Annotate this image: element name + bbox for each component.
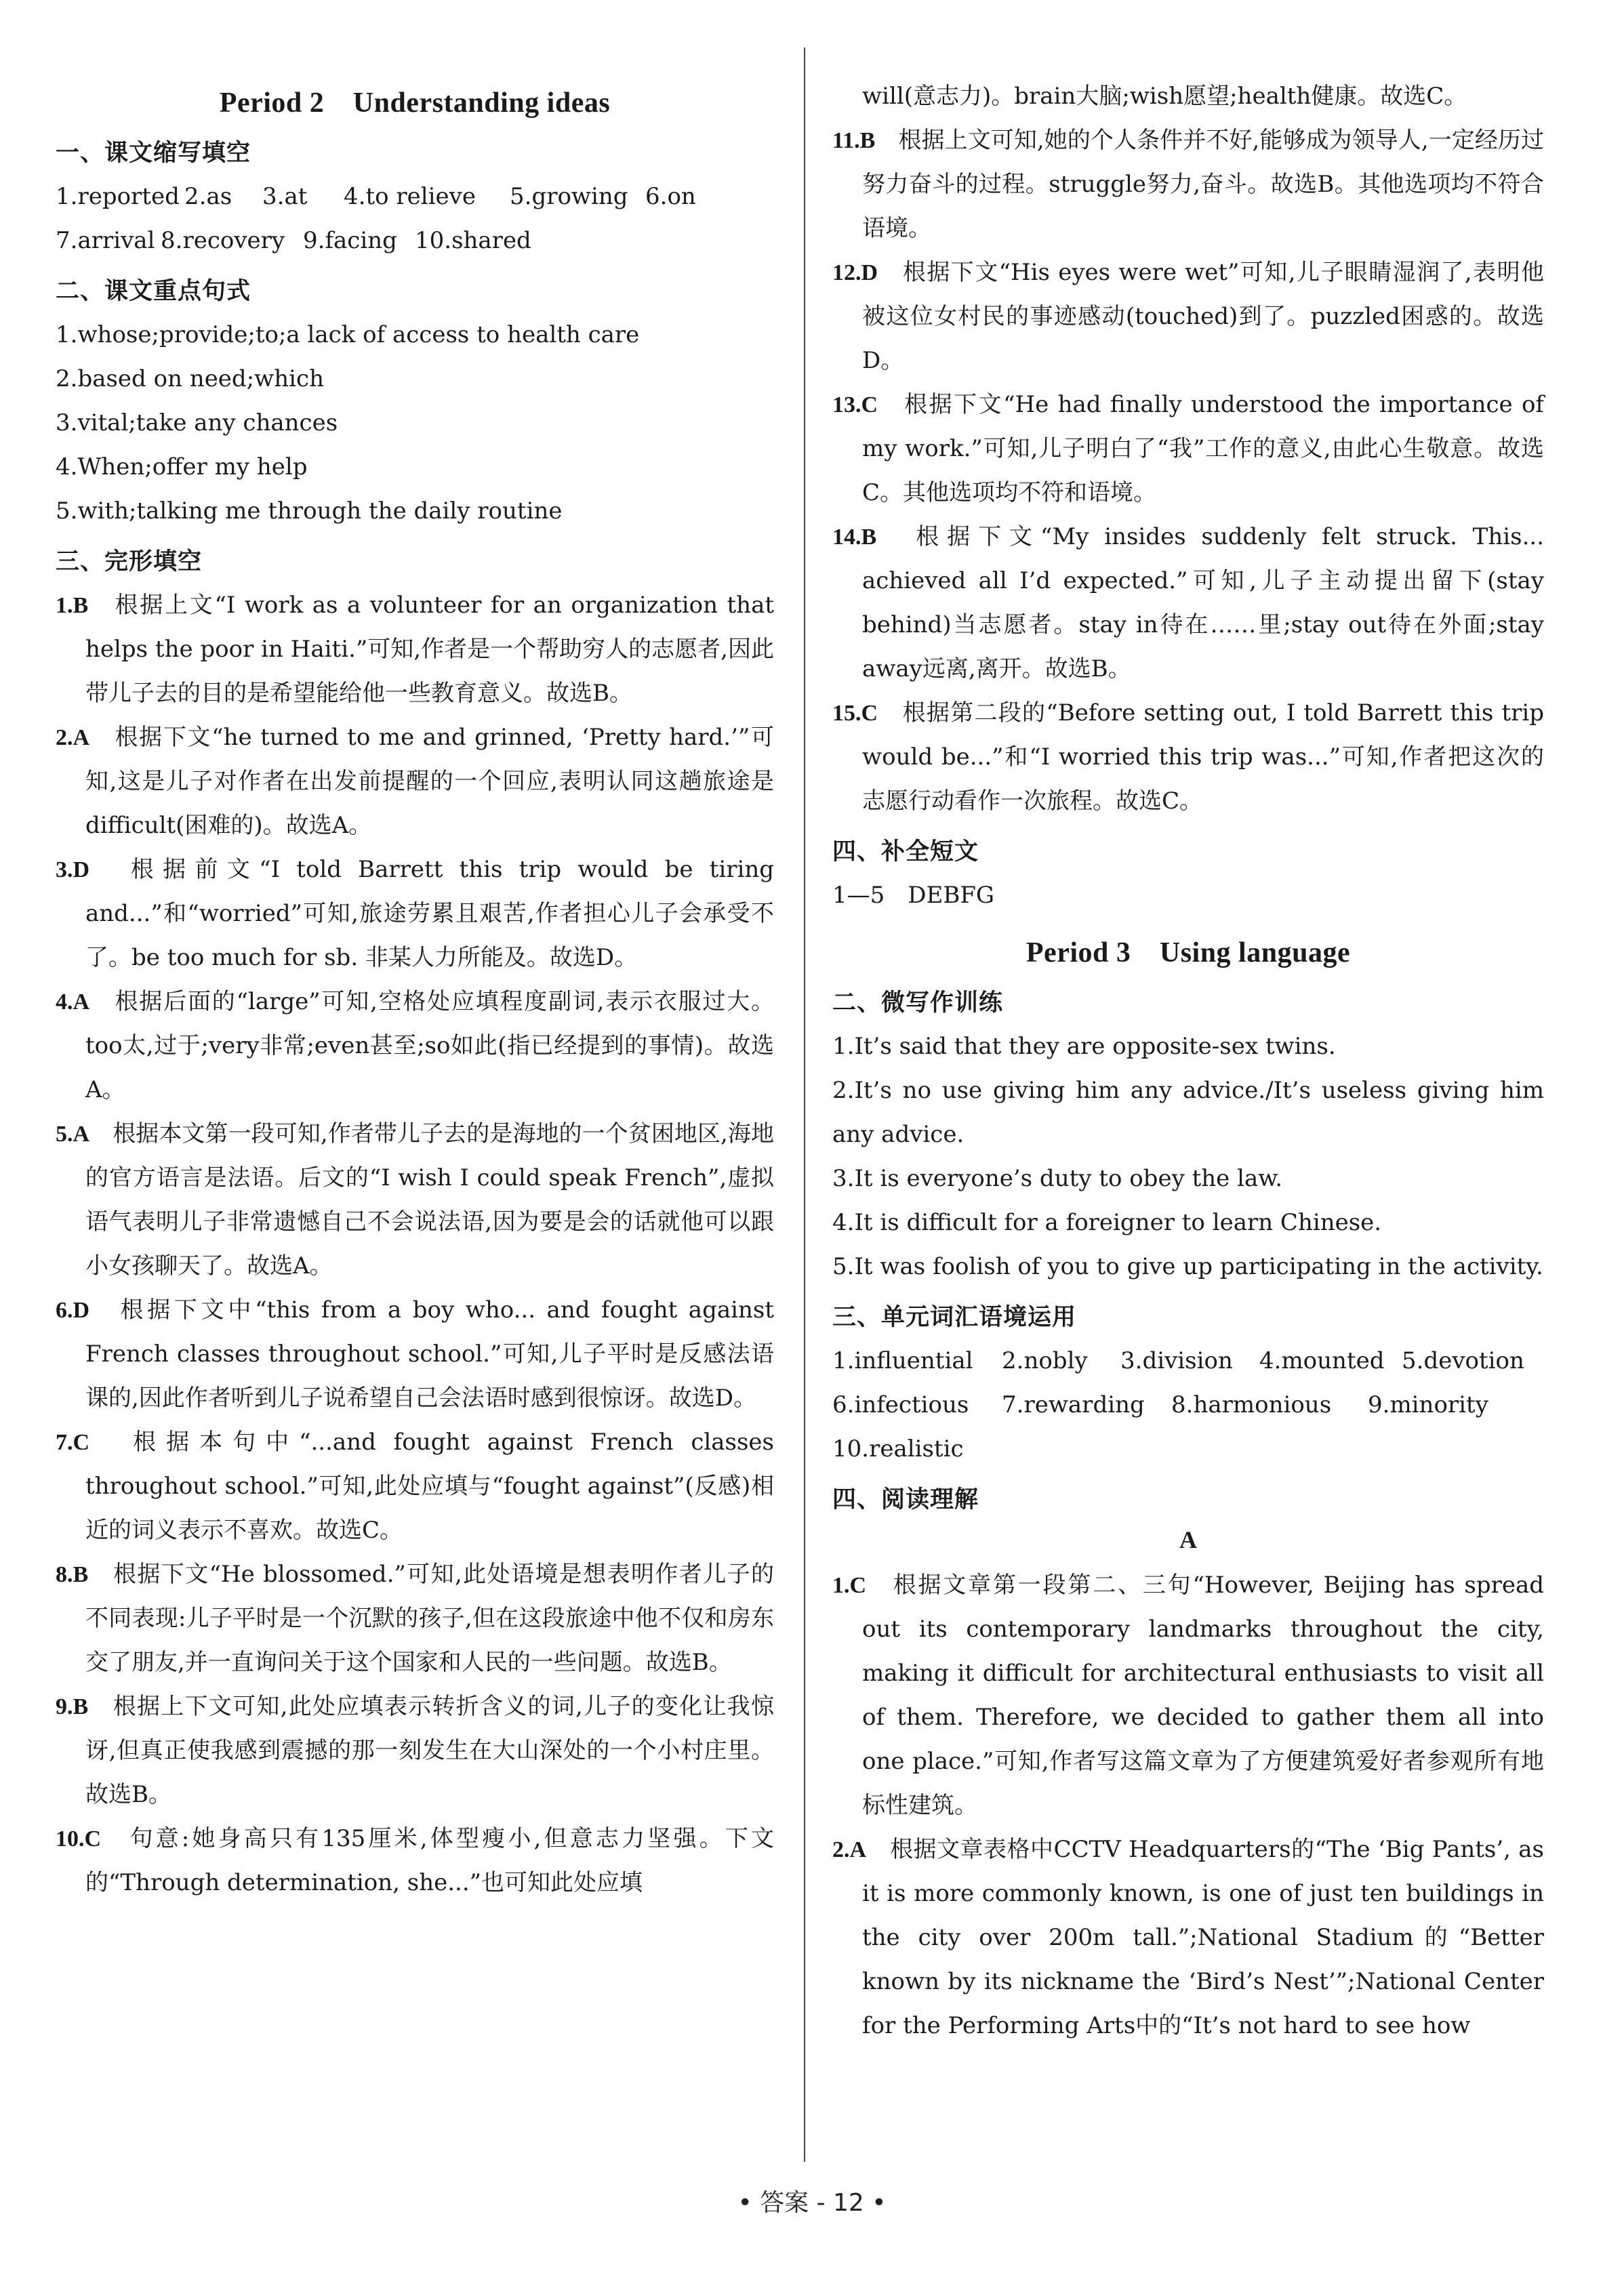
item-number: 1.B	[56, 593, 89, 618]
item-text: 根据第二段的“Before setting out, I told Barrett this trip would be...”和“I worried this trip was...”可知,作者把这次的志愿行动看作一次旅程。故选C。	[862, 699, 1545, 815]
section-writing-heading: 二、微写作训练	[832, 989, 1004, 1017]
answer-cell: 7.arrival	[56, 227, 155, 254]
answer-cell: 10.shared	[415, 227, 531, 254]
cloze-item	[832, 691, 1544, 823]
cloze-item	[56, 716, 774, 848]
answer-cell: 1.reported	[56, 183, 180, 210]
section-sentence-heading: 二、课文重点句式	[56, 278, 251, 305]
reading-item	[832, 1828, 1544, 2048]
item-number: 13.C	[832, 392, 878, 417]
answer-cell: 10.realistic	[832, 1435, 964, 1462]
item-text: 根据文章表格中CCTV Headquarters的“The ‘Big Pants’, as it is more commonly known, is one of just ten buildings in the city over 200m tall.”;National Stadium的“Better known by its nickname the ‘Bird’s Nest’”;National Center for the Performing Arts中的“It’s not hard to see how	[862, 1836, 1544, 2039]
column-divider	[804, 47, 805, 2162]
item-number: 9.B	[56, 1694, 89, 1719]
item-number: 8.B	[56, 1562, 89, 1587]
item-number: 1.C	[832, 1573, 867, 1598]
writing-item: 1.It’s said that they are opposite-sex twins.	[832, 1033, 1336, 1060]
answer-cell: 5.devotion	[1402, 1347, 1524, 1374]
answer-row	[832, 1383, 1544, 1427]
item-text: 根据下文中“this from a boy who... and fought against French classes throughout school.”可知,儿子平时是反感法语课的,因此作者听到儿子说希望自己会法语时感到很惊讶。故选D。	[85, 1296, 774, 1412]
item-text: 根据上下文可知,此处应填表示转折含义的词,儿子的变化让我惊讶,但真正使我感到震撼的那一刻发生在大山深处的一个小村庄里。故选B。	[85, 1693, 774, 1808]
sentence-item: 1.whose;provide;to;a lack of access to health care	[56, 321, 640, 348]
sentence-item: 3.vital;take any chances	[56, 409, 338, 436]
answer-cell: 2.as	[184, 183, 232, 210]
answer-cell: 2.nobly	[1002, 1347, 1088, 1374]
answer-cell: 6.on	[645, 183, 696, 210]
item-text: 根据前文“I told Barrett this trip would be tiring and...”和“worried”可知,旅途劳累且艰苦,作者担心儿子会承受不了。be too much for sb. 非某人力所能及。故选D。	[85, 856, 774, 971]
item-number: 6.D	[56, 1298, 90, 1323]
answer-cell: 4.mounted	[1259, 1347, 1385, 1374]
answer-row	[832, 1427, 1544, 1471]
writing-item: 2.It’s no use giving him any advice./It’s useless giving him any advice.	[832, 1077, 1544, 1148]
item-number: 2.A	[56, 725, 90, 750]
cloze-item	[56, 1420, 774, 1553]
answer-cell: 3.at	[262, 183, 308, 210]
item-text: 根据下文“He had finally understood the importance of my work.”可知,儿子明白了“我”工作的意义,由此心生敬意。故选C。其他选项均不符和语境。	[862, 391, 1544, 506]
answer-cell: 5.growing	[510, 183, 628, 210]
passage-answer: 1—5 DEBFG	[832, 882, 995, 909]
item-number: 4.A	[56, 989, 90, 1015]
cloze-item	[832, 383, 1544, 515]
item-number: 2.A	[832, 1837, 867, 1862]
cloze-item	[56, 1685, 774, 1817]
item-text: 根据下文“he turned to me and grinned, ‘Pretty hard.’”可知,这是儿子对作者在出发前提醒的一个回应,表明认同这趟旅途是difficult(困难的)。故选A。	[85, 724, 775, 839]
cloze-item	[56, 1553, 774, 1685]
answer-cell: 7.rewarding	[1002, 1391, 1145, 1418]
cloze-item	[832, 119, 1544, 251]
item-text: 根据文章第一段第二、三句“However, Beijing has spread out its contemporary landmarks throughout the city, making it difficult for architectural enthusiasts to visit all of them. Therefore, we decided to gather them all into one place.”可知,作者写这篇文章为了方便建筑爱好者参观所有地标性建筑。	[862, 1572, 1545, 1819]
cloze-item	[832, 515, 1544, 691]
item-number: 14.B	[832, 525, 877, 550]
reading-item	[832, 1563, 1544, 1828]
answer-cell: 3.division	[1120, 1347, 1233, 1374]
item-number: 7.C	[56, 1430, 90, 1455]
item-text: 根据上文“I work as a volunteer for an organization that helps the poor in Haiti.”可知,作者是一个帮助穷人的志愿者,因此带儿子去的目的是希望能给他一些教育意义。故选B。	[85, 592, 775, 707]
item-text: 根据下文“He blossomed.”可知,此处语境是想表明作者儿子的不同表现:儿子平时是一个沉默的孩子,但在这段旅途中他不仅和房东交了朋友,并一直询问关于这个国家和人民的一些问题。故选B。	[85, 1561, 775, 1676]
cloze-item-continuation	[832, 75, 1544, 119]
item-text: 根据下文“His eyes were wet”可知,儿子眼睛湿润了,表明他被这位女村民的事迹感动(touched)到了。puzzled困惑的。故选D。	[862, 259, 1545, 374]
sentence-item: 5.with;talking me through the daily routine	[56, 497, 563, 525]
period-3-title: Period 3 Using language	[1026, 937, 1351, 968]
answer-row	[832, 1339, 1544, 1383]
section-vocab-heading: 三、单元词汇语境运用	[832, 1304, 1077, 1331]
item-number: 5.A	[56, 1122, 90, 1147]
left-column	[56, 68, 774, 1905]
answer-cell: 8.recovery	[161, 227, 285, 254]
cloze-item	[56, 1112, 774, 1288]
answer-cell: 8.harmonious	[1171, 1391, 1332, 1418]
item-text: will(意志力)。brain大脑;wish愿望;health健康。故选C。	[862, 83, 1467, 110]
item-number: 12.D	[832, 260, 878, 285]
sentence-item: 4.When;offer my help	[56, 453, 308, 480]
item-number: 11.B	[832, 128, 876, 153]
cloze-item	[56, 848, 774, 980]
item-text: 句意:她身高只有135厘米,体型瘦小,但意志力坚强。下文的“Through determination, she...”也可知此处应填	[85, 1825, 775, 1896]
cloze-item	[56, 1288, 774, 1420]
writing-item: 5.It was foolish of you to give up participating in the activity.	[832, 1253, 1543, 1280]
cloze-item	[56, 1817, 774, 1905]
page-footer: • 答案 - 12 •	[737, 2189, 887, 2217]
answer-row	[56, 219, 774, 263]
cloze-item	[832, 251, 1544, 383]
item-text: 根据本文第一段可知,作者带儿子去的是海地的一个贫困地区,海地的官方语言是法语。后文的“I wish I could speak French”,虚拟语气表明儿子非常遗憾自己不会说法语,因为要是会的话就他可以跟小女孩聊天了。故选A。	[85, 1120, 774, 1280]
cloze-item	[56, 980, 774, 1112]
item-number: 3.D	[56, 857, 90, 882]
item-text: 根据后面的“large”可知,空格处应填程度副词,表示衣服过大。too太,过于;very非常;even甚至;so如此(指已经提到的事情)。故选A。	[85, 988, 774, 1103]
item-text: 根据本句中“...and fought against French classes throughout school.”可知,此处应填与“fought against”(反感)相近的词义表示不喜欢。故选C。	[85, 1429, 775, 1544]
section-cloze-heading: 三、完形填空	[56, 548, 203, 575]
section-passage-heading: 四、补全短文	[832, 838, 979, 865]
answer-cell: 4.to relieve	[344, 183, 476, 210]
answer-cell: 9.minority	[1368, 1391, 1488, 1418]
writing-item: 3.It is everyone’s duty to obey the law.	[832, 1165, 1283, 1192]
cloze-item	[56, 584, 774, 716]
right-column	[832, 75, 1544, 2048]
answer-cell: 9.facing	[303, 227, 397, 254]
answer-cell: 1.influential	[832, 1347, 973, 1374]
period-2-title: Period 2 Understanding ideas	[219, 87, 611, 119]
writing-item: 4.It is difficult for a foreigner to learn Chinese.	[832, 1209, 1382, 1236]
reading-passage-label: A	[1179, 1526, 1197, 1553]
section-summary-heading: 一、课文缩写填空	[56, 140, 251, 167]
item-text: 根据下文“My insides suddenly felt struck. This... achieved all I’d expected.”可知,儿子主动提出留下(stay behind)当志愿者。stay in待在……里;stay out待在外面;stay away远离,离开。故选B。	[862, 523, 1545, 682]
sentence-item: 2.based on need;which	[56, 365, 324, 392]
item-number: 10.C	[56, 1826, 102, 1851]
answer-row	[56, 175, 774, 219]
section-reading-heading: 四、阅读理解	[832, 1486, 979, 1513]
answer-cell: 6.infectious	[832, 1391, 969, 1418]
item-text: 根据上文可知,她的个人条件并不好,能够成为领导人,一定经历过努力奋斗的过程。struggle努力,奋斗。故选B。其他选项均不符合语境。	[862, 127, 1545, 242]
item-number: 15.C	[832, 701, 878, 726]
